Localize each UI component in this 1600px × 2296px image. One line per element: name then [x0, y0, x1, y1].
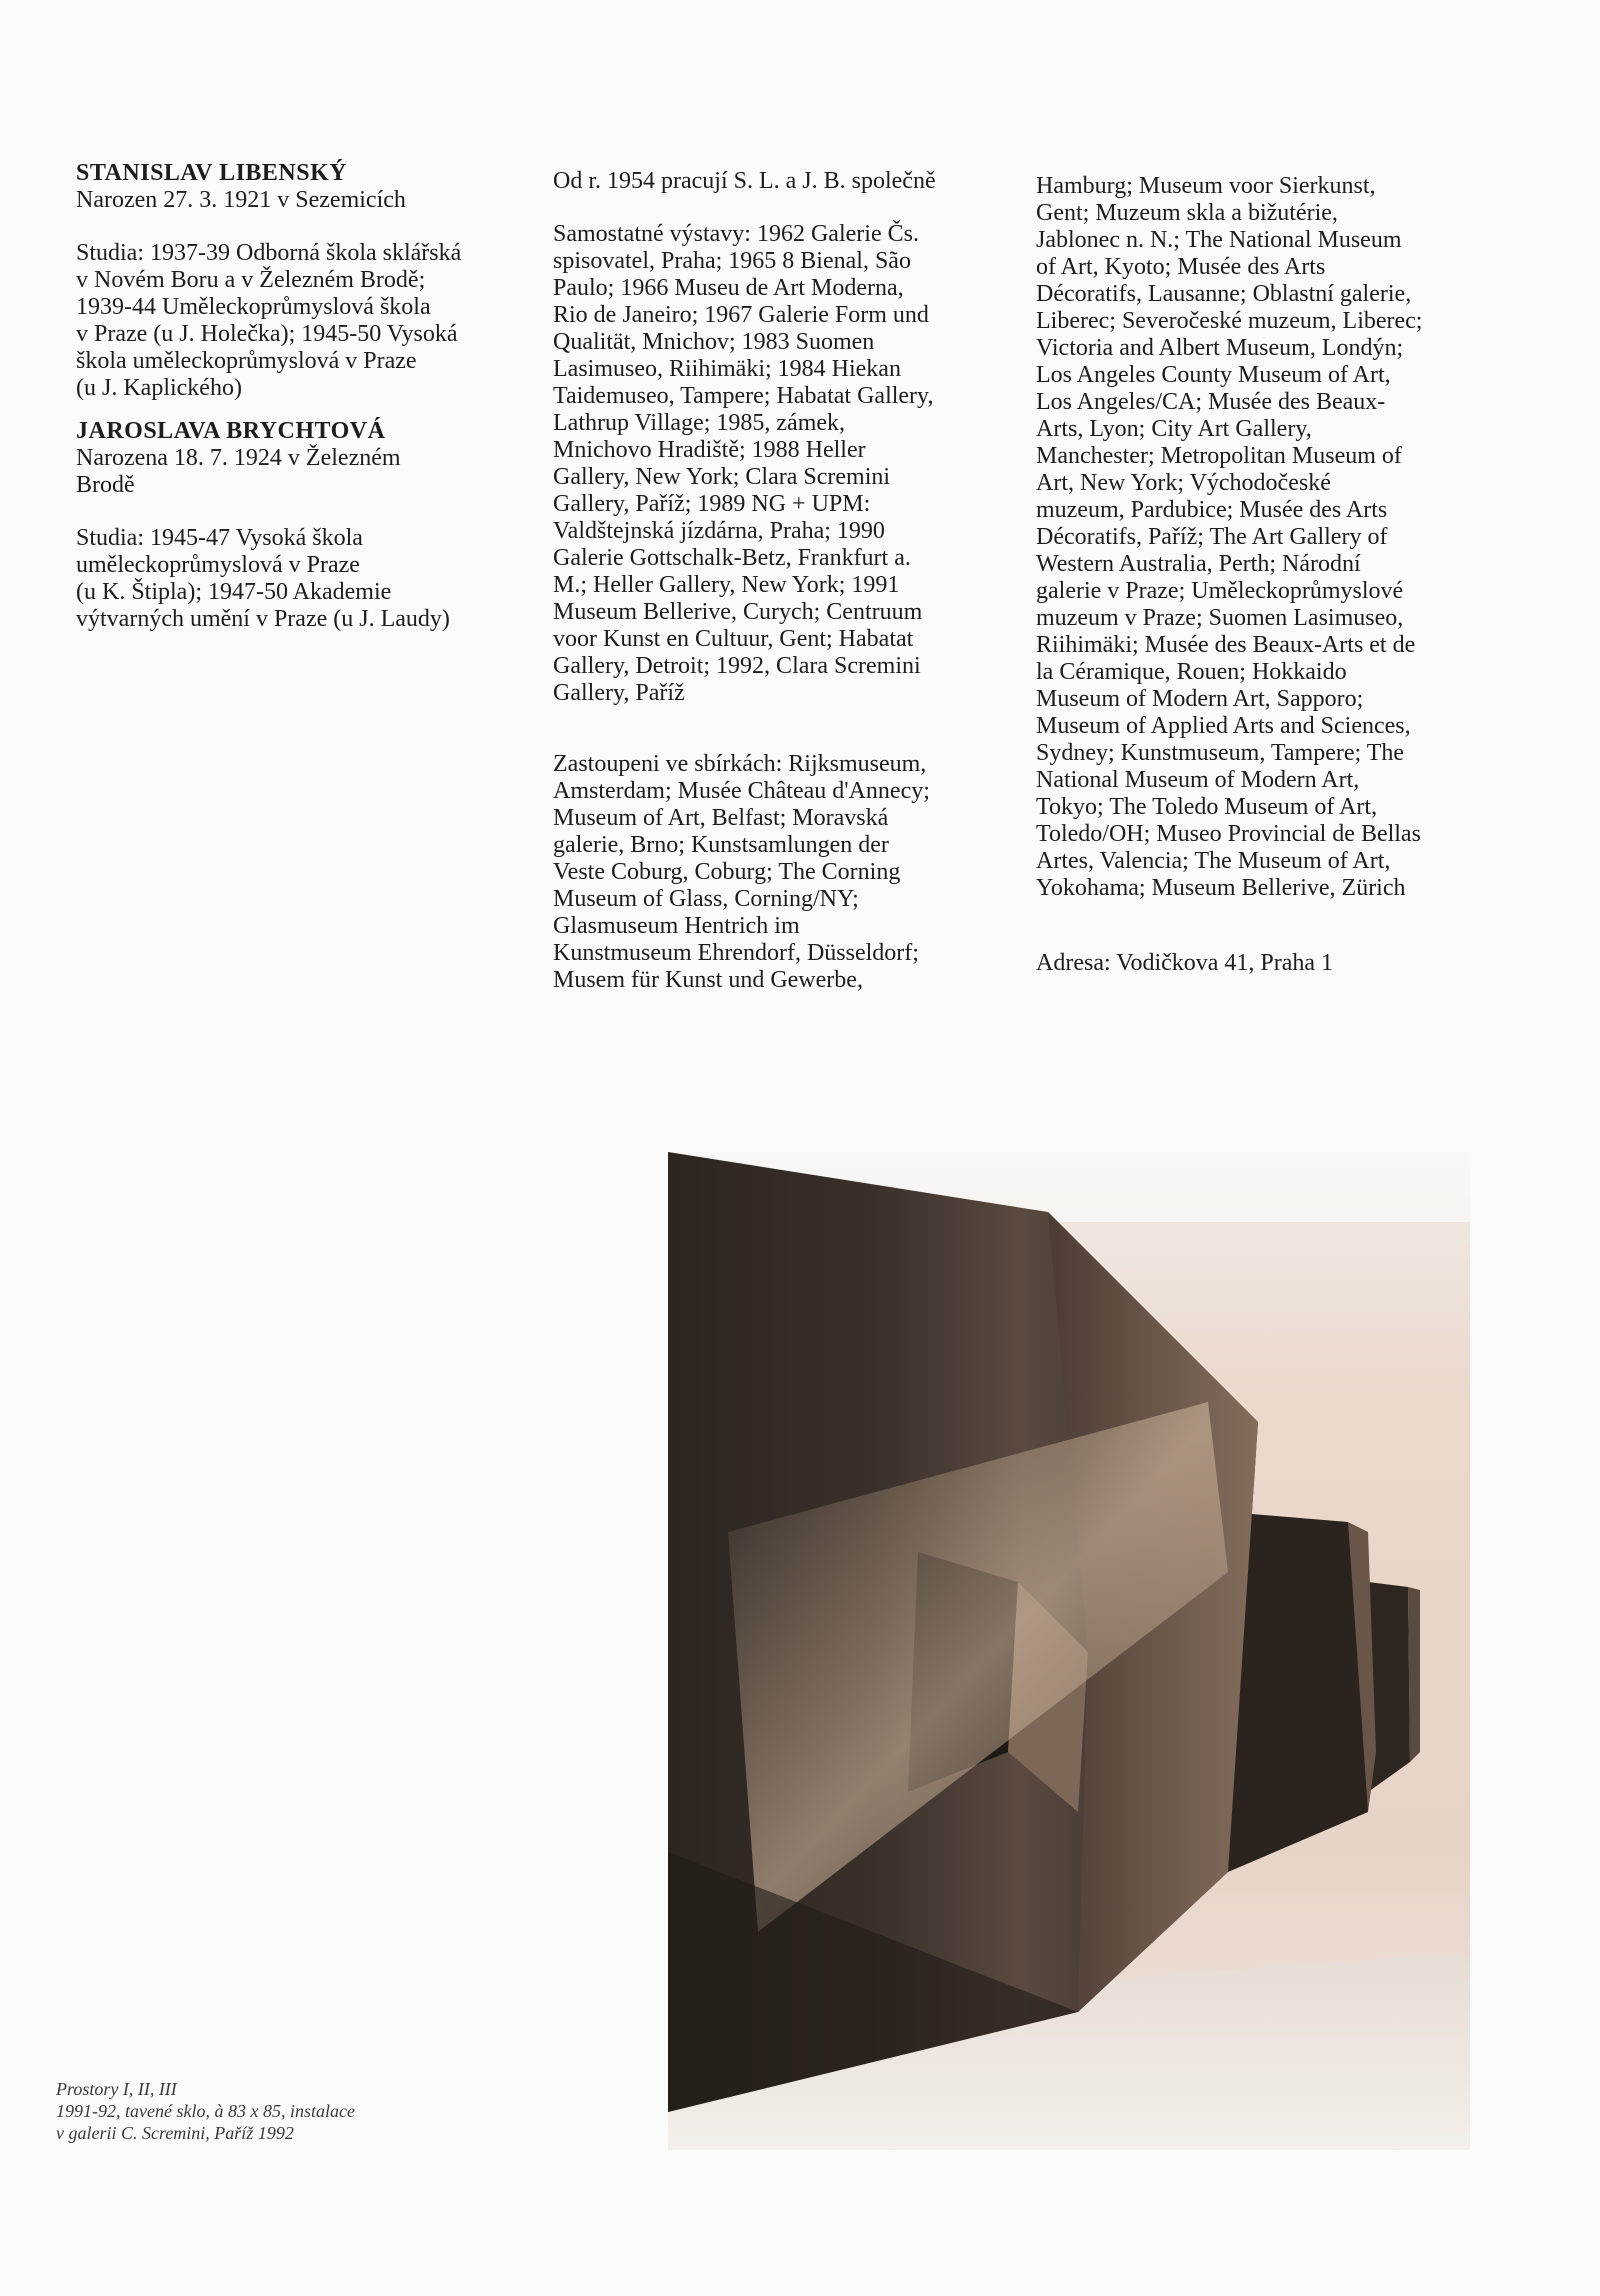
text-line: muzeum, Pardubice; Musée des Arts	[1036, 497, 1388, 523]
birth-libensky	[76, 187, 536, 214]
text-line: Gent; Muzeum skla a bižutérie,	[1036, 200, 1338, 226]
text-line: Zastoupeni ve sbírkách: Rijksmuseum,	[553, 751, 927, 777]
text-line: Valdštejnská jízdárna, Praha; 1990	[553, 518, 885, 544]
text-line: výtvarných umění v Praze (u J. Laudy)	[76, 606, 450, 632]
text-line: Art, New York; Východočeské	[1036, 470, 1331, 496]
text-line: škola uměleckoprůmyslová v Praze	[76, 348, 417, 374]
text-line: v galerii C. Scremini, Paříž 1992	[56, 2123, 294, 2143]
text-line: M.; Heller Gallery, New York; 1991	[553, 572, 900, 598]
text-line: voor Kunst en Cultuur, Gent; Habatat	[553, 626, 914, 652]
text-line: Qualität, Mnichov; 1983 Suomen	[553, 329, 875, 355]
address	[1036, 950, 1496, 977]
text-line: Prostory I, II, III	[56, 2079, 177, 2099]
text-line: spisovatel, Praha; 1965 8 Bienal, São	[553, 248, 911, 274]
collections-list	[553, 751, 1023, 994]
text-line: 1939-44 Uměleckoprůmyslová škola	[76, 294, 431, 320]
photo-caption	[56, 2078, 476, 2144]
studies-libensky	[76, 240, 536, 402]
text-line: Los Angeles County Museum of Art,	[1036, 362, 1391, 388]
text-line: Mnichovo Hradiště; 1988 Heller	[553, 437, 866, 463]
text-line: uměleckoprůmyslová v Praze	[76, 552, 360, 578]
text-line: Riihimäki; Musée des Beaux-Arts et de	[1036, 632, 1416, 658]
text-line: Sydney; Kunstmuseum, Tampere; The	[1036, 740, 1405, 766]
artist-name-libensky: STANISLAV LIBENSKÝ	[76, 160, 348, 186]
text-line: Gallery, Detroit; 1992, Clara Scremini	[553, 653, 921, 679]
text-line: Paulo; 1966 Museu de Art Moderna,	[553, 275, 904, 301]
text-line: Brodě	[76, 472, 135, 498]
text-line: Rio de Janeiro; 1967 Galerie Form und	[553, 302, 929, 328]
text-line: 1991-92, tavené sklo, à 83 x 85, instalace	[56, 2101, 355, 2121]
text-line: la Céramique, Rouen; Hokkaido	[1036, 659, 1347, 685]
collaboration-note	[553, 168, 1023, 195]
text-line: Taidemuseo, Tampere; Habatat Gallery,	[553, 383, 934, 409]
text-line: Museum Bellerive, Curych; Centruum	[553, 599, 923, 625]
collections-list-continued	[1036, 173, 1496, 902]
text-line: of Art, Kyoto; Musée des Arts	[1036, 254, 1326, 280]
text-line: Lasimuseo, Riihimäki; 1984 Hiekan	[553, 356, 901, 382]
text-line: Décoratifs, Paříž; The Art Gallery of	[1036, 524, 1388, 550]
solo-exhibitions	[553, 221, 1023, 707]
text-line: Toledo/OH; Museo Provincial de Bellas	[1036, 821, 1421, 847]
text-line: Los Angeles/CA; Musée des Beaux-	[1036, 389, 1386, 415]
text-line: Jablonec n. N.; The National Museum	[1036, 227, 1402, 253]
text-line: Studia: 1937-39 Odborná škola sklářská	[76, 240, 462, 266]
text-line: v Novém Boru a v Železném Brodě;	[76, 267, 426, 293]
text-line: Amsterdam; Musée Château d'Annecy;	[553, 778, 930, 804]
text-line: Galerie Gottschalk-Betz, Frankfurt a.	[553, 545, 911, 571]
text-line: v Praze (u J. Holečka); 1945-50 Vysoká	[76, 321, 458, 347]
text-line: Western Australia, Perth; Národní	[1036, 551, 1361, 577]
text-line: Gallery, Paříž	[553, 680, 685, 706]
text-line: galerie, Brno; Kunstsamlungen der	[553, 832, 889, 858]
text-line: Od r. 1954 pracují S. L. a J. B. společně	[553, 168, 936, 194]
text-line: Museum of Glass, Corning/NY;	[553, 886, 859, 912]
text-line: Lathrup Village; 1985, zámek,	[553, 410, 846, 436]
text-line: Tokyo; The Toledo Museum of Art,	[1036, 794, 1378, 820]
installation-photo	[668, 1152, 1470, 2150]
text-line: Musem für Kunst und Gewerbe,	[553, 967, 863, 993]
text-line: Glasmuseum Hentrich im	[553, 913, 800, 939]
text-line: Adresa: Vodičkova 41, Praha 1	[1036, 950, 1334, 976]
text-line: Liberec; Severočeské muzeum, Liberec;	[1036, 308, 1423, 334]
text-line: National Museum of Modern Art,	[1036, 767, 1360, 793]
text-line: Gallery, New York; Clara Scremini	[553, 464, 891, 490]
text-line: Museum of Applied Arts and Sciences,	[1036, 713, 1411, 739]
text-line: (u J. Kaplického)	[76, 375, 242, 401]
text-line: Kunstmuseum Ehrendorf, Düsseldorf;	[553, 940, 919, 966]
artist-name-brychtova: JAROSLAVA BRYCHTOVÁ	[76, 418, 386, 444]
artist-bios-column	[76, 160, 536, 659]
birth-brychtova	[76, 445, 536, 499]
text-line: Museum of Art, Belfast; Moravská	[553, 805, 889, 831]
text-line: Museum of Modern Art, Sapporo;	[1036, 686, 1364, 712]
text-line: (u K. Štipla); 1947-50 Akademie	[76, 579, 392, 605]
text-line: Samostatné výstavy: 1962 Galerie Čs.	[553, 221, 919, 247]
text-line: Narozen 27. 3. 1921 v Sezemicích	[76, 187, 406, 213]
text-line: muzeum v Praze; Suomen Lasimuseo,	[1036, 605, 1404, 631]
exhibitions-column	[553, 168, 1023, 1020]
text-line: Studia: 1945-47 Vysoká škola	[76, 525, 363, 551]
text-line: Gallery, Paříž; 1989 NG + UPM:	[553, 491, 871, 517]
collections-continued-column	[1036, 173, 1496, 1003]
text-line: galerie v Praze; Uměleckoprůmyslové	[1036, 578, 1404, 604]
text-line: Narozena 18. 7. 1924 v Železném	[76, 445, 401, 471]
text-line: Artes, Valencia; The Museum of Art,	[1036, 848, 1391, 874]
text-line: Manchester; Metropolitan Museum of	[1036, 443, 1402, 469]
text-line: Victoria and Albert Museum, Londýn;	[1036, 335, 1404, 361]
text-line: Décoratifs, Lausanne; Oblastní galerie,	[1036, 281, 1412, 307]
studies-brychtova	[76, 525, 536, 633]
text-line: Yokohama; Museum Bellerive, Zürich	[1036, 875, 1406, 901]
text-line: Veste Coburg, Coburg; The Corning	[553, 859, 901, 885]
text-line: Arts, Lyon; City Art Gallery,	[1036, 416, 1312, 442]
text-line: Hamburg; Museum voor Sierkunst,	[1036, 173, 1376, 199]
